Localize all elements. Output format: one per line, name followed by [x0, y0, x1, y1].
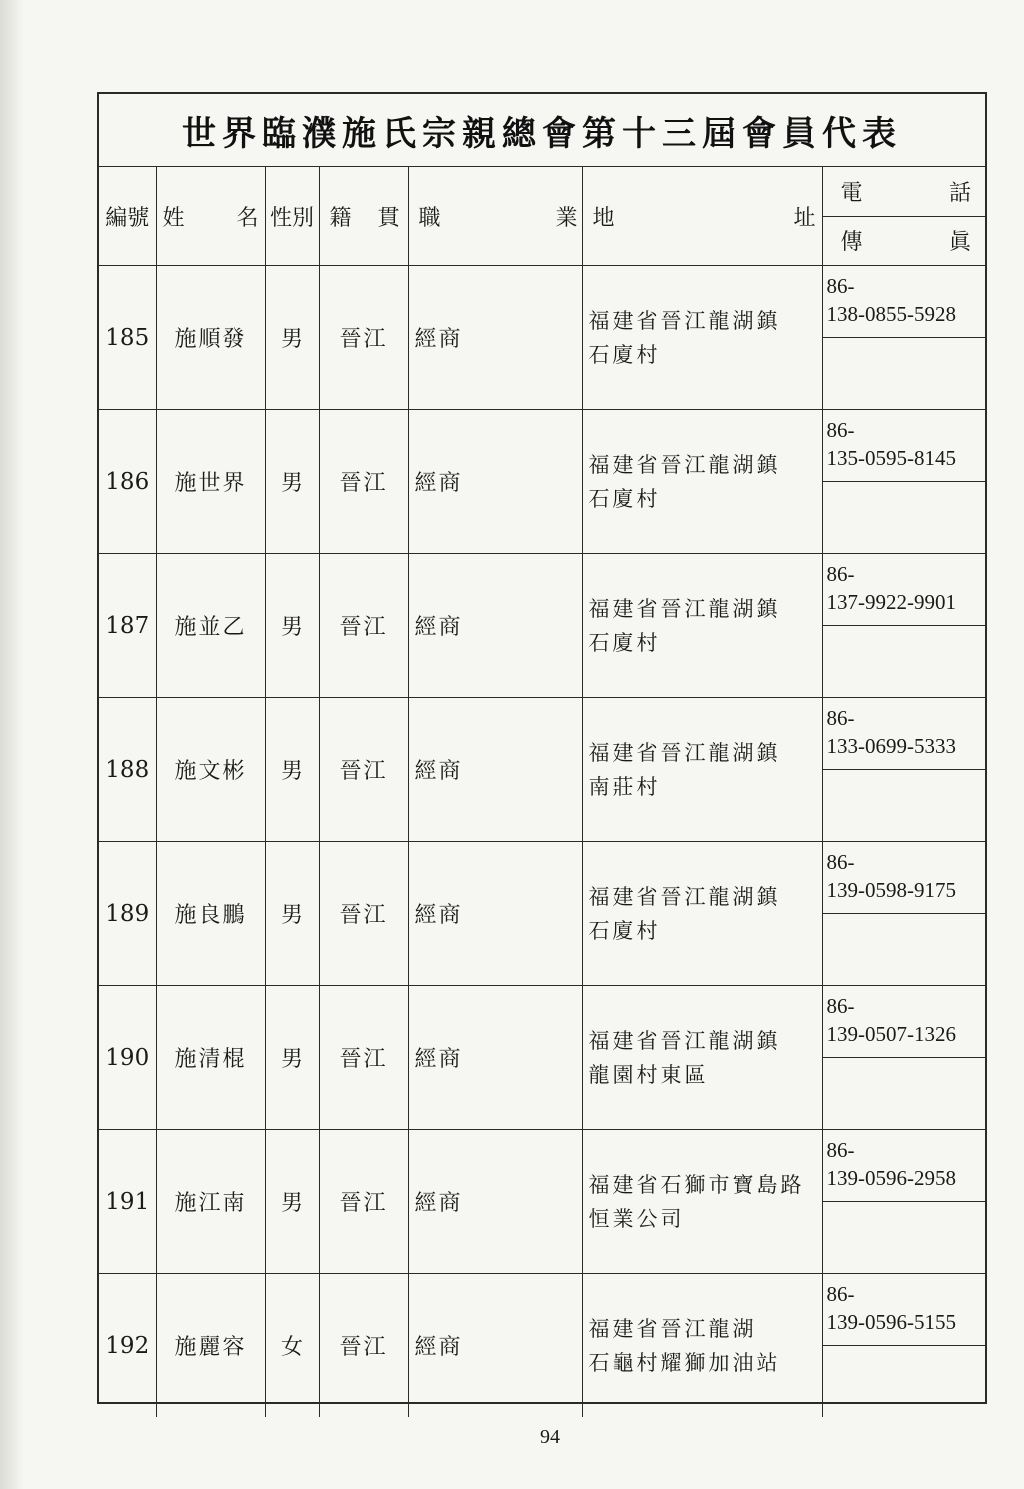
address-line-1: 福建省晉江龍湖鎮	[588, 308, 781, 333]
header-job-a: 職	[418, 205, 441, 231]
member-phone	[822, 986, 985, 1130]
address-line-2: 龍園村東區	[588, 1062, 709, 1087]
fax	[823, 770, 986, 841]
header-row	[99, 167, 985, 266]
member-number: 189	[99, 842, 156, 986]
table-row	[99, 698, 985, 842]
page-number: 94	[540, 1426, 560, 1448]
member-job: 經商	[408, 410, 582, 554]
header-num	[99, 167, 156, 266]
header-fax-a: 傳	[840, 230, 863, 256]
page-title: 世界臨濮施氏宗親總會第十三屆會員代表	[99, 94, 985, 167]
fax	[823, 1058, 986, 1129]
telephone	[823, 266, 986, 338]
header-job	[408, 167, 582, 266]
member-job: 經商	[408, 986, 582, 1130]
tel-number: 139-0598-9175	[826, 878, 956, 902]
member-number: 186	[99, 410, 156, 554]
header-addr-b: 址	[793, 205, 816, 231]
table-row	[99, 266, 985, 410]
member-address	[582, 698, 822, 842]
member-rows	[99, 266, 985, 1418]
header-tel-b: 話	[948, 180, 971, 206]
tel-country-code: 86-	[826, 1138, 855, 1162]
header-origin	[319, 167, 408, 266]
member-origin: 晉江	[319, 410, 408, 554]
table-row	[99, 1130, 985, 1274]
header-job-b: 業	[555, 205, 578, 231]
member-phone	[822, 842, 985, 986]
address-line-1: 福建省晉江龍湖鎮	[588, 1028, 781, 1053]
tel-number: 139-0596-5155	[826, 1310, 956, 1334]
tel-country-code: 86-	[826, 562, 855, 586]
address-line-1: 福建省晉江龍湖鎮	[588, 884, 781, 909]
member-origin: 晉江	[319, 1274, 408, 1418]
member-name: 施文彬	[156, 698, 265, 842]
header-phone	[822, 167, 985, 266]
header-num-label: 編號	[105, 205, 150, 231]
member-table	[99, 167, 985, 1417]
member-job: 經商	[408, 1130, 582, 1274]
address-line-2: 石廈村	[588, 918, 661, 943]
member-sex: 男	[265, 842, 319, 986]
tel-country-code: 86-	[826, 706, 855, 730]
telephone	[823, 698, 986, 770]
header-name-a: 姓	[162, 205, 185, 231]
address-line-2: 石廈村	[588, 630, 661, 655]
fax	[823, 1346, 986, 1417]
member-job: 經商	[408, 266, 582, 410]
member-name: 施良鵬	[156, 842, 265, 986]
member-sex: 女	[265, 1274, 319, 1418]
member-name: 施清棍	[156, 986, 265, 1130]
header-origin-b: 貫	[377, 205, 400, 231]
tel-number: 139-0596-2958	[826, 1166, 956, 1190]
header-origin-a: 籍	[329, 205, 352, 231]
member-phone	[822, 554, 985, 698]
member-name: 施江南	[156, 1130, 265, 1274]
member-sex: 男	[265, 698, 319, 842]
member-origin: 晉江	[319, 554, 408, 698]
tel-number: 139-0507-1326	[826, 1022, 956, 1046]
member-phone	[822, 1274, 985, 1418]
header-fax	[823, 217, 986, 266]
member-address	[582, 1274, 822, 1418]
member-address	[582, 266, 822, 410]
member-table-frame	[97, 92, 987, 1404]
member-address	[582, 1130, 822, 1274]
address-line-2: 南莊村	[588, 774, 661, 799]
header-sex-label: 性別	[269, 205, 314, 231]
telephone	[823, 1130, 986, 1202]
page-binding-shadow	[0, 0, 24, 1489]
member-phone	[822, 410, 985, 554]
member-number: 188	[99, 698, 156, 842]
address-line-2: 恒業公司	[588, 1206, 685, 1231]
member-address	[582, 554, 822, 698]
member-name: 施並乙	[156, 554, 265, 698]
header-addr-a: 地	[592, 205, 615, 231]
member-phone	[822, 698, 985, 842]
member-number: 190	[99, 986, 156, 1130]
member-origin: 晉江	[319, 986, 408, 1130]
header-tel	[823, 167, 986, 217]
member-sex: 男	[265, 410, 319, 554]
member-job: 經商	[408, 554, 582, 698]
member-sex: 男	[265, 266, 319, 410]
table-row	[99, 986, 985, 1130]
table-row	[99, 1274, 985, 1418]
address-line-2: 石龜村耀獅加油站	[588, 1350, 781, 1375]
fax	[823, 338, 986, 409]
member-address	[582, 986, 822, 1130]
telephone	[823, 1274, 986, 1346]
fax	[823, 914, 986, 985]
header-sex	[265, 167, 319, 266]
tel-country-code: 86-	[826, 850, 855, 874]
member-job: 經商	[408, 842, 582, 986]
member-sex: 男	[265, 1130, 319, 1274]
telephone	[823, 842, 986, 914]
header-tel-a: 電	[840, 180, 863, 206]
member-job: 經商	[408, 698, 582, 842]
tel-number: 138-0855-5928	[826, 302, 956, 326]
telephone	[823, 410, 986, 482]
member-origin: 晉江	[319, 698, 408, 842]
member-origin: 晉江	[319, 1130, 408, 1274]
table-row	[99, 842, 985, 986]
telephone	[823, 554, 986, 626]
header-fax-b: 眞	[948, 230, 971, 256]
tel-number: 133-0699-5333	[826, 734, 956, 758]
fax	[823, 626, 986, 697]
member-number: 191	[99, 1130, 156, 1274]
member-number: 192	[99, 1274, 156, 1418]
member-number: 187	[99, 554, 156, 698]
member-address	[582, 410, 822, 554]
fax	[823, 1202, 986, 1273]
address-line-1: 福建省晉江龍湖鎮	[588, 452, 781, 477]
member-job: 經商	[408, 1274, 582, 1418]
tel-number: 135-0595-8145	[826, 446, 956, 470]
header-name	[156, 167, 265, 266]
member-sex: 男	[265, 554, 319, 698]
member-name: 施麗容	[156, 1274, 265, 1418]
address-line-1: 福建省石獅市寶島路	[588, 1172, 805, 1197]
address-line-1: 福建省晉江龍湖鎮	[588, 740, 781, 765]
tel-country-code: 86-	[826, 994, 855, 1018]
tel-country-code: 86-	[826, 1282, 855, 1306]
address-line-1: 福建省晉江龍湖	[588, 1316, 757, 1341]
tel-number: 137-9922-9901	[826, 590, 956, 614]
address-line-2: 石廈村	[588, 486, 661, 511]
member-name: 施世界	[156, 410, 265, 554]
tel-country-code: 86-	[826, 418, 855, 442]
table-row	[99, 554, 985, 698]
member-number: 185	[99, 266, 156, 410]
member-name: 施順發	[156, 266, 265, 410]
header-name-b: 名	[236, 205, 259, 231]
telephone	[823, 986, 986, 1058]
table-row	[99, 410, 985, 554]
member-address	[582, 842, 822, 986]
member-origin: 晉江	[319, 266, 408, 410]
address-line-2: 石廈村	[588, 342, 661, 367]
address-line-1: 福建省晉江龍湖鎮	[588, 596, 781, 621]
header-addr	[582, 167, 822, 266]
member-sex: 男	[265, 986, 319, 1130]
fax	[823, 482, 986, 553]
tel-country-code: 86-	[826, 274, 855, 298]
member-phone	[822, 1130, 985, 1274]
member-origin: 晉江	[319, 842, 408, 986]
member-phone	[822, 266, 985, 410]
